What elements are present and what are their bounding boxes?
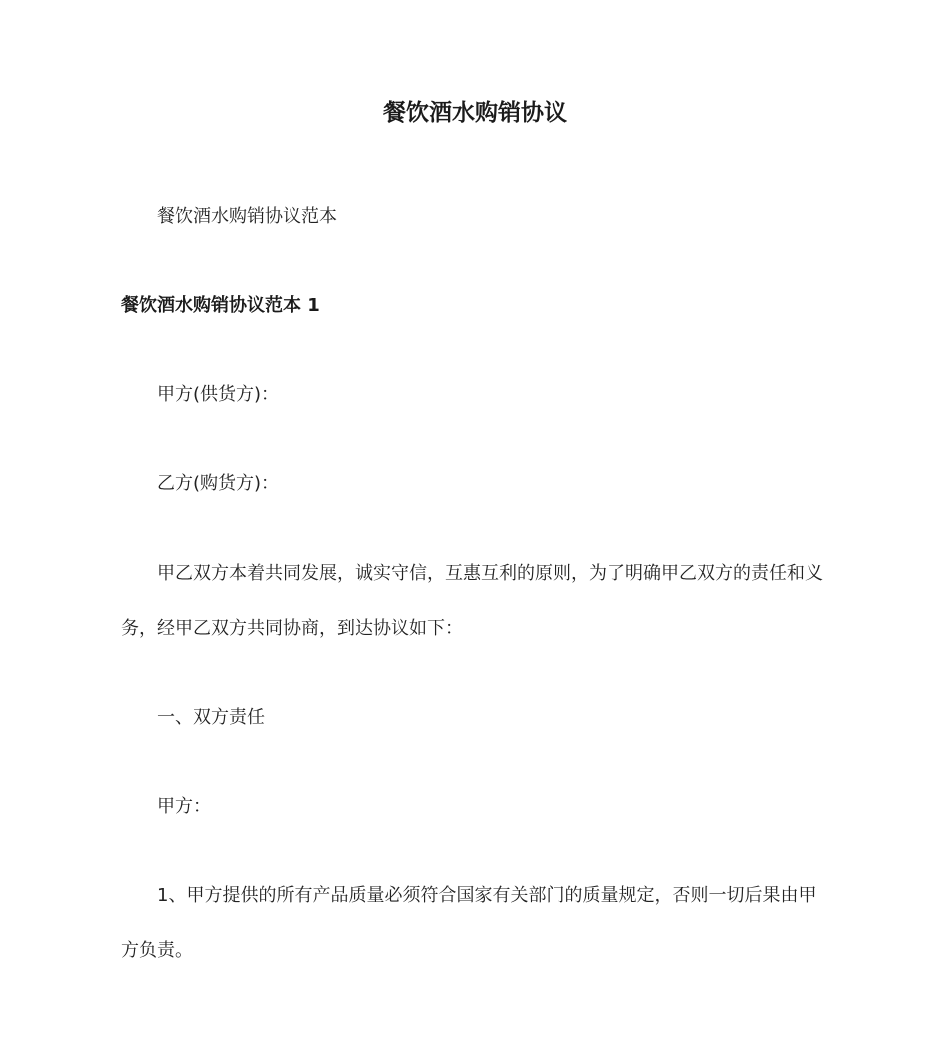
document-subtitle: 餐饮酒水购销协议范本 — [157, 206, 337, 227]
section-heading: 餐饮酒水购销协议范本 1 — [121, 295, 320, 316]
party-b-line: 乙方(购货方)： — [157, 473, 280, 494]
party-a-line: 甲方(供货方)： — [157, 384, 280, 405]
item-1-line-1: 1、甲方提供的所有产品质量必须符合国家有关部门的质量规定，否则一切后果由甲 — [157, 885, 817, 906]
intro-paragraph-line-1: 甲乙双方本着共同发展，诚实守信，互惠互利的原则，为了明确甲乙双方的责任和义 — [157, 563, 823, 584]
document-title: 餐饮酒水购销协议 — [383, 100, 567, 126]
intro-paragraph-line-2: 务，经甲乙双方共同协商，到达协议如下： — [121, 618, 463, 639]
item-1-line-2: 方负责。 — [121, 940, 193, 961]
party-a-label: 甲方： — [157, 796, 211, 817]
clause-heading: 一、双方责任 — [157, 707, 265, 728]
